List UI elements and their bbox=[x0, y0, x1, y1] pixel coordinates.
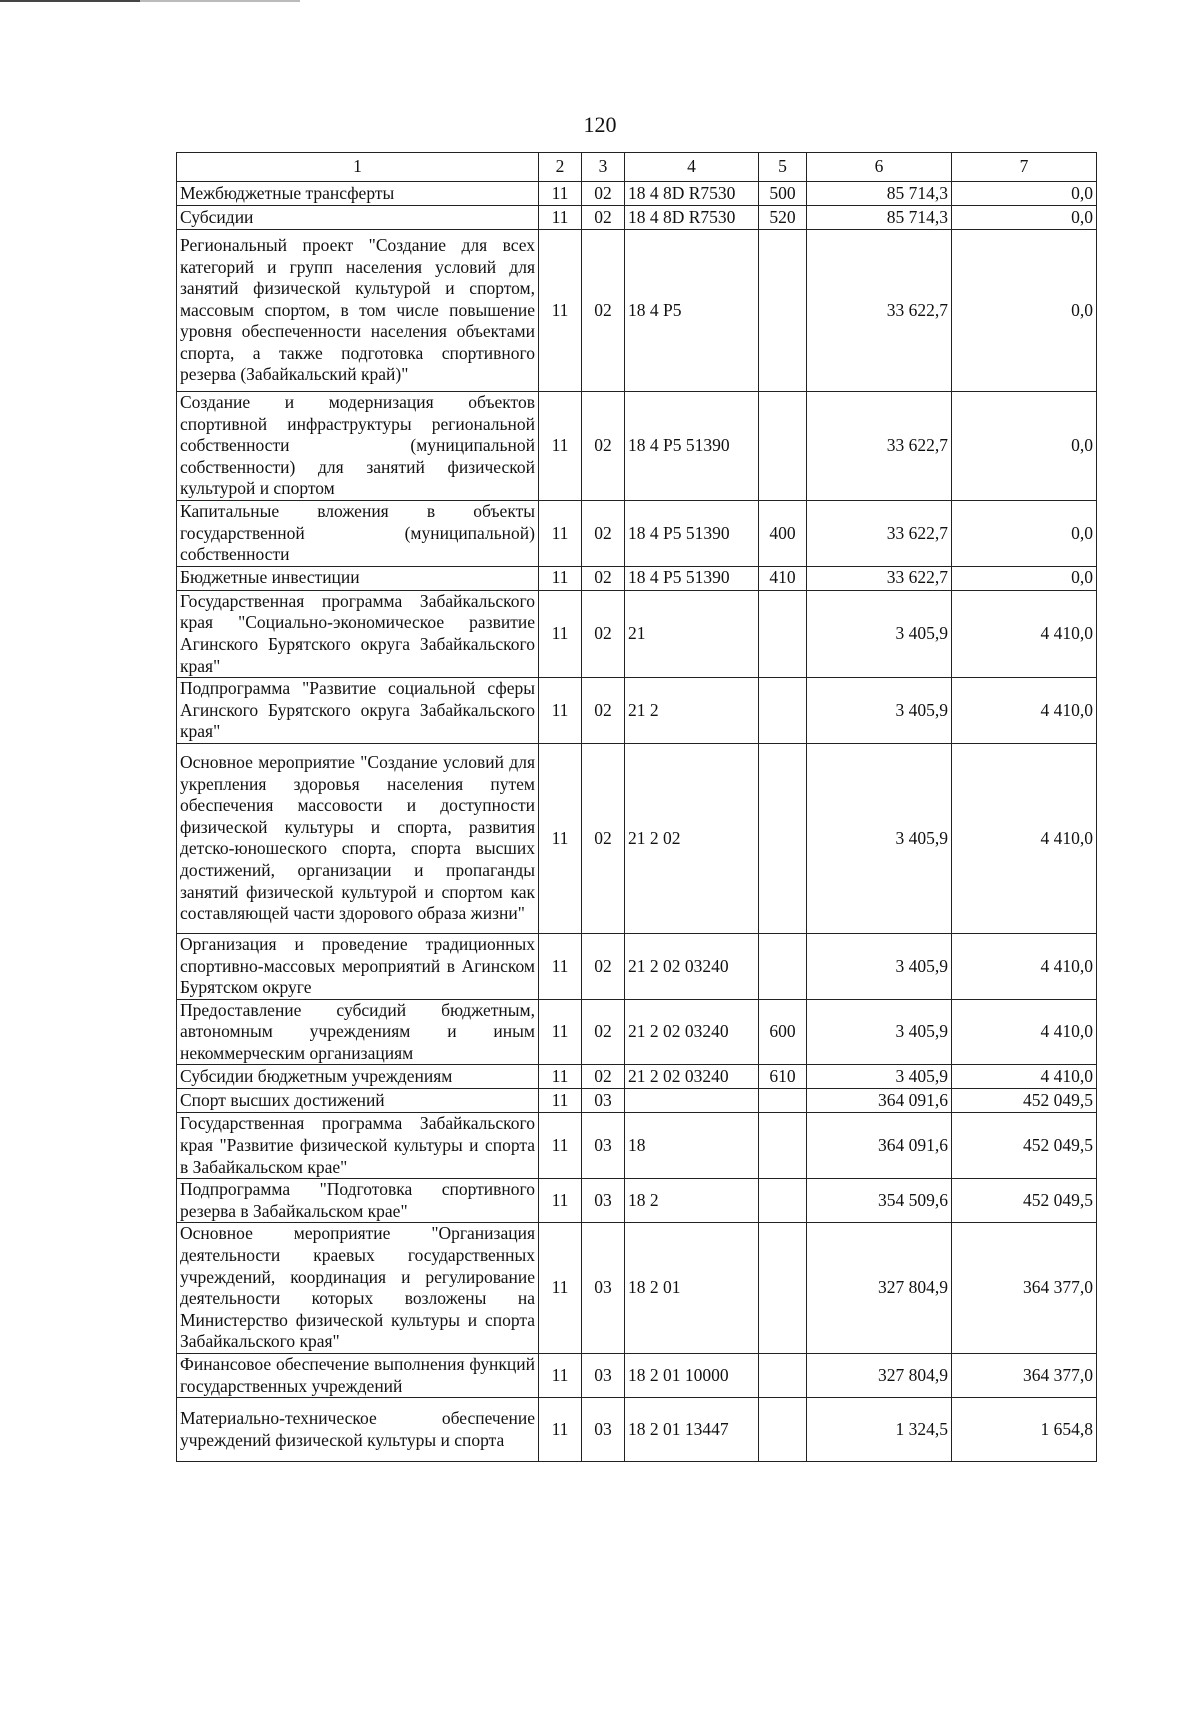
row-expense-type bbox=[759, 1398, 807, 1462]
row-amount-col6: 3 405,9 bbox=[807, 1065, 952, 1089]
scan-edge-line bbox=[0, 0, 300, 2]
row-section: 11 bbox=[539, 1113, 582, 1179]
row-expense-type bbox=[759, 1179, 807, 1223]
row-section: 11 bbox=[539, 678, 582, 744]
row-amount-col6: 33 622,7 bbox=[807, 230, 952, 392]
row-target-code: 18 2 01 13447 bbox=[625, 1398, 759, 1462]
row-amount-col6: 3 405,9 bbox=[807, 933, 952, 999]
row-name: Спорт высших достижений bbox=[177, 1089, 539, 1113]
row-amount-col7: 364 377,0 bbox=[952, 1223, 1097, 1354]
row-expense-type bbox=[759, 1354, 807, 1398]
row-subsection: 02 bbox=[582, 678, 625, 744]
row-name: Организация и проведение традиционных спортивно-массовых мероприятий в Агинском Бурятском округе bbox=[177, 933, 539, 999]
row-name: Межбюджетные трансферты bbox=[177, 182, 539, 206]
header-col-1: 1 bbox=[177, 153, 539, 182]
row-target-code: 21 2 02 bbox=[625, 743, 759, 933]
row-name: Предоставление субсидий бюджетным, автономным учреждениям и иным некоммерческим организациям bbox=[177, 999, 539, 1065]
row-amount-col6: 3 405,9 bbox=[807, 678, 952, 744]
row-subsection: 03 bbox=[582, 1089, 625, 1113]
header-col-3: 3 bbox=[582, 153, 625, 182]
row-subsection: 02 bbox=[582, 590, 625, 677]
table-row bbox=[177, 566, 1097, 590]
row-amount-col6: 33 622,7 bbox=[807, 392, 952, 501]
row-name: Субсидии bbox=[177, 206, 539, 230]
table-row bbox=[177, 1179, 1097, 1223]
row-section: 11 bbox=[539, 1223, 582, 1354]
table-row bbox=[177, 500, 1097, 566]
row-subsection: 02 bbox=[582, 566, 625, 590]
row-amount-col6: 327 804,9 bbox=[807, 1223, 952, 1354]
row-amount-col7: 4 410,0 bbox=[952, 999, 1097, 1065]
row-expense-type bbox=[759, 1223, 807, 1354]
row-amount-col7: 0,0 bbox=[952, 392, 1097, 501]
row-expense-type: 400 bbox=[759, 500, 807, 566]
row-amount-col6: 3 405,9 bbox=[807, 743, 952, 933]
row-amount-col6: 327 804,9 bbox=[807, 1354, 952, 1398]
row-name: Государственная программа Забайкальского края "Социально-экономическое развитие Агинского Бурятского округа Забайкальского края" bbox=[177, 590, 539, 677]
row-expense-type: 500 bbox=[759, 182, 807, 206]
table-header bbox=[177, 153, 1097, 182]
row-subsection: 03 bbox=[582, 1223, 625, 1354]
header-col-6: 6 bbox=[807, 153, 952, 182]
row-name: Финансовое обеспечение выполнения функций государственных учреждений bbox=[177, 1354, 539, 1398]
row-amount-col6: 364 091,6 bbox=[807, 1113, 952, 1179]
row-amount-col7: 4 410,0 bbox=[952, 678, 1097, 744]
row-name: Материально-техническое обеспечение учреждений физической культуры и спорта bbox=[177, 1398, 539, 1462]
row-expense-type: 520 bbox=[759, 206, 807, 230]
row-subsection: 03 bbox=[582, 1179, 625, 1223]
row-subsection: 02 bbox=[582, 933, 625, 999]
row-name: Государственная программа Забайкальского края "Развитие физической культуры и спорта в Забайкальском крае" bbox=[177, 1113, 539, 1179]
row-subsection: 02 bbox=[582, 500, 625, 566]
row-subsection: 02 bbox=[582, 999, 625, 1065]
row-amount-col6: 1 324,5 bbox=[807, 1398, 952, 1462]
row-expense-type bbox=[759, 1113, 807, 1179]
row-subsection: 03 bbox=[582, 1398, 625, 1462]
row-name: Региональный проект "Создание для всех категорий и групп населения условий для занятий физической культурой и спортом, массовым спортом, в том числе повышение уровня обеспеченности населения объектами спорта, а также подготовка спортивного резерва (Забайкальский край)" bbox=[177, 230, 539, 392]
row-amount-col6: 3 405,9 bbox=[807, 590, 952, 677]
row-target-code: 18 4 P5 51390 bbox=[625, 500, 759, 566]
row-target-code: 21 2 02 03240 bbox=[625, 1065, 759, 1089]
header-col-7: 7 bbox=[952, 153, 1097, 182]
row-name: Создание и модернизация объектов спортивной инфраструктуры региональной собственности (муниципальной собственности) для занятий физической культурой и спортом bbox=[177, 392, 539, 501]
row-target-code: 18 bbox=[625, 1113, 759, 1179]
row-amount-col7: 4 410,0 bbox=[952, 933, 1097, 999]
row-section: 11 bbox=[539, 230, 582, 392]
row-target-code: 21 2 bbox=[625, 678, 759, 744]
table-row bbox=[177, 182, 1097, 206]
row-section: 11 bbox=[539, 566, 582, 590]
table-body bbox=[177, 182, 1097, 1462]
row-section: 11 bbox=[539, 206, 582, 230]
table-row bbox=[177, 999, 1097, 1065]
row-subsection: 02 bbox=[582, 743, 625, 933]
row-target-code: 18 4 8D R7530 bbox=[625, 206, 759, 230]
table-row bbox=[177, 1354, 1097, 1398]
table-row bbox=[177, 678, 1097, 744]
table-row bbox=[177, 1065, 1097, 1089]
row-amount-col6: 85 714,3 bbox=[807, 182, 952, 206]
row-subsection: 02 bbox=[582, 392, 625, 501]
row-target-code: 18 4 P5 51390 bbox=[625, 566, 759, 590]
row-expense-type: 600 bbox=[759, 999, 807, 1065]
row-amount-col7: 0,0 bbox=[952, 230, 1097, 392]
row-amount-col7: 364 377,0 bbox=[952, 1354, 1097, 1398]
header-col-4: 4 bbox=[625, 153, 759, 182]
row-target-code: 21 2 02 03240 bbox=[625, 999, 759, 1065]
row-section: 11 bbox=[539, 392, 582, 501]
row-section: 11 bbox=[539, 590, 582, 677]
row-amount-col7: 0,0 bbox=[952, 206, 1097, 230]
row-subsection: 02 bbox=[582, 1065, 625, 1089]
row-subsection: 02 bbox=[582, 182, 625, 206]
table-row bbox=[177, 206, 1097, 230]
row-amount-col7: 0,0 bbox=[952, 566, 1097, 590]
row-expense-type bbox=[759, 743, 807, 933]
row-target-code bbox=[625, 1089, 759, 1113]
table-row bbox=[177, 1223, 1097, 1354]
row-amount-col7: 4 410,0 bbox=[952, 1065, 1097, 1089]
row-amount-col7: 452 049,5 bbox=[952, 1113, 1097, 1179]
row-section: 11 bbox=[539, 500, 582, 566]
row-target-code: 21 2 02 03240 bbox=[625, 933, 759, 999]
row-subsection: 02 bbox=[582, 206, 625, 230]
header-col-2: 2 bbox=[539, 153, 582, 182]
row-amount-col7: 0,0 bbox=[952, 182, 1097, 206]
row-expense-type: 610 bbox=[759, 1065, 807, 1089]
row-section: 11 bbox=[539, 999, 582, 1065]
row-section: 11 bbox=[539, 1179, 582, 1223]
row-amount-col6: 33 622,7 bbox=[807, 566, 952, 590]
row-name: Капитальные вложения в объекты государственной (муниципальной) собственности bbox=[177, 500, 539, 566]
table-row bbox=[177, 590, 1097, 677]
budget-table bbox=[176, 152, 1097, 1462]
row-expense-type bbox=[759, 1089, 807, 1113]
row-subsection: 02 bbox=[582, 230, 625, 392]
table-row bbox=[177, 1089, 1097, 1113]
table-row bbox=[177, 933, 1097, 999]
table-row bbox=[177, 392, 1097, 501]
row-amount-col6: 3 405,9 bbox=[807, 999, 952, 1065]
row-expense-type bbox=[759, 590, 807, 677]
row-expense-type: 410 bbox=[759, 566, 807, 590]
row-target-code: 18 4 P5 51390 bbox=[625, 392, 759, 501]
row-amount-col7: 1 654,8 bbox=[952, 1398, 1097, 1462]
row-subsection: 03 bbox=[582, 1354, 625, 1398]
row-target-code: 18 4 8D R7530 bbox=[625, 182, 759, 206]
row-section: 11 bbox=[539, 1089, 582, 1113]
row-amount-col7: 4 410,0 bbox=[952, 590, 1097, 677]
row-section: 11 bbox=[539, 1398, 582, 1462]
row-amount-col7: 0,0 bbox=[952, 500, 1097, 566]
row-target-code: 18 4 P5 bbox=[625, 230, 759, 392]
row-section: 11 bbox=[539, 182, 582, 206]
row-name: Субсидии бюджетным учреждениям bbox=[177, 1065, 539, 1089]
header-row bbox=[177, 153, 1097, 182]
row-section: 11 bbox=[539, 743, 582, 933]
row-amount-col6: 364 091,6 bbox=[807, 1089, 952, 1113]
table-row bbox=[177, 743, 1097, 933]
row-amount-col7: 452 049,5 bbox=[952, 1089, 1097, 1113]
row-name: Бюджетные инвестиции bbox=[177, 566, 539, 590]
row-name: Подпрограмма "Развитие социальной сферы Агинского Бурятского округа Забайкальского края" bbox=[177, 678, 539, 744]
row-amount-col7: 452 049,5 bbox=[952, 1179, 1097, 1223]
row-expense-type bbox=[759, 392, 807, 501]
table-row bbox=[177, 1113, 1097, 1179]
row-expense-type bbox=[759, 933, 807, 999]
row-section: 11 bbox=[539, 933, 582, 999]
row-target-code: 18 2 01 10000 bbox=[625, 1354, 759, 1398]
table-row bbox=[177, 1398, 1097, 1462]
row-name: Основное мероприятие "Организация деятельности краевых государственных учреждений, координация и регулирование деятельности которых возложены на Министерство физической культуры и спорта Забайкальского края" bbox=[177, 1223, 539, 1354]
row-target-code: 18 2 01 bbox=[625, 1223, 759, 1354]
row-section: 11 bbox=[539, 1065, 582, 1089]
row-amount-col6: 85 714,3 bbox=[807, 206, 952, 230]
row-name: Подпрограмма "Подготовка спортивного резерва в Забайкальском крае" bbox=[177, 1179, 539, 1223]
row-target-code: 18 2 bbox=[625, 1179, 759, 1223]
table-row bbox=[177, 230, 1097, 392]
row-section: 11 bbox=[539, 1354, 582, 1398]
row-amount-col6: 354 509,6 bbox=[807, 1179, 952, 1223]
row-amount-col7: 4 410,0 bbox=[952, 743, 1097, 933]
row-subsection: 03 bbox=[582, 1113, 625, 1179]
page-number: 120 bbox=[583, 112, 617, 137]
row-expense-type bbox=[759, 678, 807, 744]
row-amount-col6: 33 622,7 bbox=[807, 500, 952, 566]
row-expense-type bbox=[759, 230, 807, 392]
header-col-5: 5 bbox=[759, 153, 807, 182]
row-name: Основное мероприятие "Создание условий для укрепления здоровья населения путем обеспечения массовости и доступности физической культуры и спорта, развития детско-юношеского спорта, спорта высших достижений, организации и пропаганды занятий физической культурой и спортом как составляющей части здорового образа жизни" bbox=[177, 743, 539, 933]
row-target-code: 21 bbox=[625, 590, 759, 677]
